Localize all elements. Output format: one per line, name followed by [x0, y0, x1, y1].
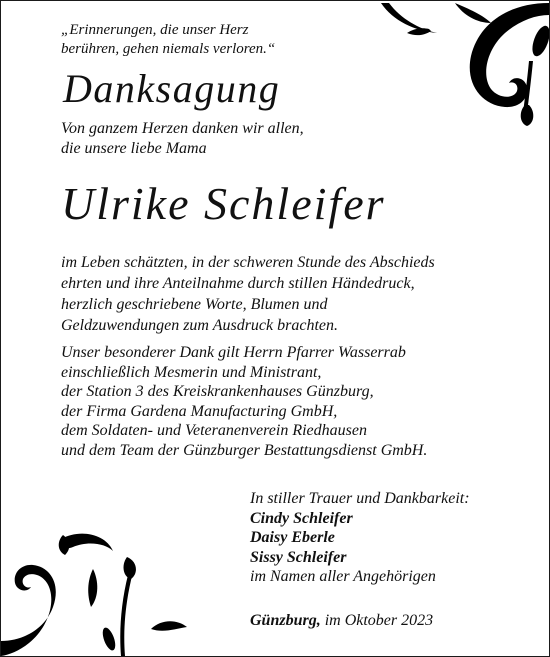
floral-flourish-bottom-icon: [1, 511, 201, 656]
paragraph-line: der Firma Gardena Manufacturing GmbH,: [61, 402, 338, 420]
quote-line: berühren, gehen niemals verloren.“: [61, 41, 276, 57]
date: im Oktober 2023: [324, 612, 434, 629]
deceased-name: Ulrike Schleifer: [61, 178, 386, 229]
floral-flourish-top-icon: [359, 1, 549, 126]
quote-line: „Erinnerungen, die unser Herz: [61, 22, 249, 38]
thanks-paragraph-2: [61, 343, 427, 460]
intro-line: die unsere liebe Mama: [61, 140, 207, 157]
paragraph-line: Unser besonderer Dank gilt Herrn Pfarrer Wasserrab: [61, 344, 406, 361]
signer-name: Daisy Eberle: [250, 529, 335, 546]
paragraph-line: ehrten und ihre Anteilnahme durch stillen Händedruck,: [61, 275, 415, 292]
family-note: im Namen aller Angehörigen: [250, 568, 436, 585]
place-and-date: [250, 611, 433, 631]
intro-text: [61, 119, 304, 159]
memorial-quote: [61, 21, 275, 59]
paragraph-line: dem Soldaten- und Veteranenverein Riedhausen: [61, 422, 367, 439]
signer-name: Cindy Schleifer: [250, 509, 353, 527]
thanks-paragraph-1: [61, 252, 435, 336]
closing-intro: In stiller Trauer und Dankbarkeit:: [250, 490, 470, 507]
page-title: Danksagung: [63, 66, 281, 111]
paragraph-line: herzlich geschriebene Worte, Blumen und: [61, 296, 328, 313]
closing-block: [250, 489, 470, 587]
paragraph-line: im Leben schätzten, in der schweren Stunde des Abschieds: [61, 254, 435, 271]
paragraph-line: und dem Team der Günzburger Bestattungsdienst GmbH.: [61, 441, 428, 459]
paragraph-line: der Station 3 des Kreiskrankenhauses Günzburg,: [61, 383, 374, 400]
signer-name: Sissy Schleifer: [250, 548, 347, 566]
place: Günzburg,: [250, 612, 321, 629]
paragraph-line: Geldzuwendungen zum Ausdruck brachten.: [61, 317, 338, 334]
intro-line: Von ganzem Herzen danken wir allen,: [61, 120, 304, 137]
paragraph-line: einschließlich Mesmerin und Ministrant,: [61, 363, 322, 381]
